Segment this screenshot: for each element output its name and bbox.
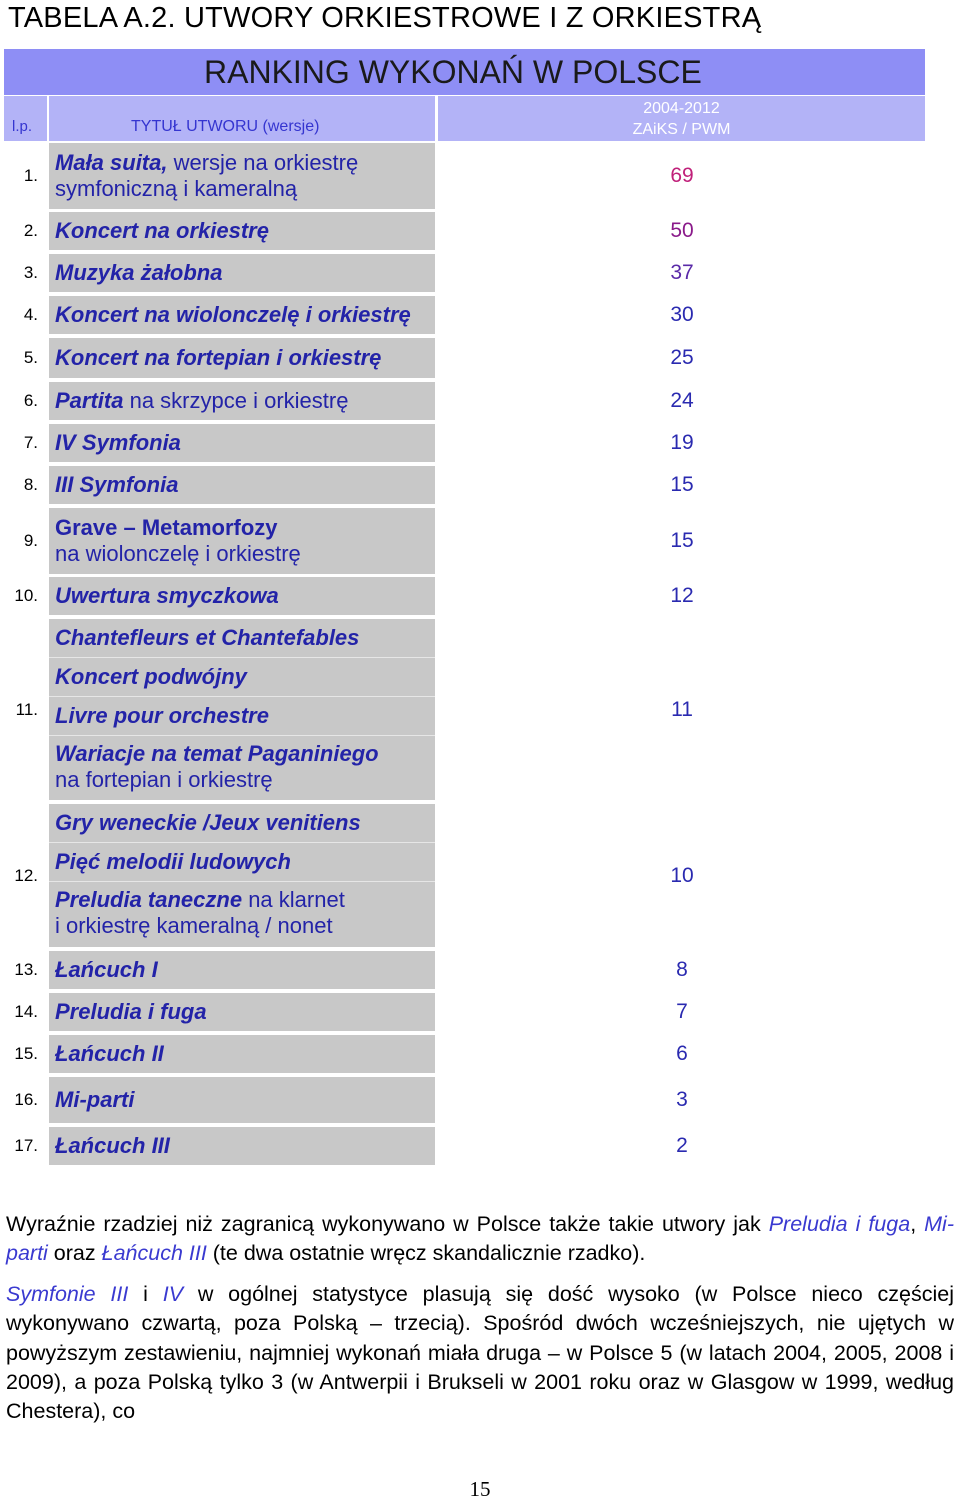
title-segment: Koncert na wiolonczelę i orkiestrę — [55, 302, 411, 327]
title-line — [55, 741, 435, 767]
work-title-cell — [49, 804, 435, 947]
performance-count: 2 — [676, 1134, 688, 1157]
header-source: ZAiKS / PWM — [632, 121, 731, 138]
ranking-banner: RANKING WYKONAŃ W POLSCE — [4, 49, 925, 95]
work-reference: Mi-parti — [6, 1212, 954, 1266]
title-line — [55, 541, 435, 567]
work-reference: Preludia i fuga — [768, 1212, 911, 1236]
paragraph-text: i — [128, 1282, 163, 1306]
row-number: 12. — [14, 865, 38, 885]
work-title-subitem — [55, 736, 435, 798]
row-number: 16. — [14, 1090, 38, 1109]
row-number: 4. — [23, 305, 38, 324]
title-segment: na fortepian i orkiestrę — [55, 767, 273, 792]
title-segment: Łańcuch II — [55, 1041, 164, 1066]
work-title-cell — [49, 1127, 435, 1165]
title-line — [55, 388, 435, 414]
page-number: 15 — [469, 1477, 491, 1501]
paragraph-1 — [6, 1210, 954, 1269]
title-line — [55, 150, 435, 176]
title-segment: Wariacje na temat Paganiniego — [55, 741, 379, 766]
title-segment: Chantefleurs et Chantefables — [55, 625, 360, 650]
title-segment: Mi-parti — [55, 1087, 135, 1112]
performance-count: 3 — [676, 1088, 688, 1111]
work-title-cell — [49, 619, 435, 800]
performance-count: 37 — [670, 261, 694, 284]
performance-count: 24 — [670, 389, 694, 412]
title-line — [55, 472, 435, 498]
title-segment: wersje na orkiestrę — [167, 150, 359, 175]
performance-count: 11 — [671, 697, 693, 721]
title-segment: Livre pour orchestre — [55, 703, 269, 728]
document-title: TABELA A.2. UTWORY ORKIESTROWE I Z ORKIESTRĄ — [8, 2, 762, 34]
work-title-cell — [49, 508, 435, 574]
title-line — [55, 913, 435, 939]
title-line — [55, 767, 435, 793]
performance-count: 15 — [670, 529, 694, 552]
work-title-subitem — [55, 619, 435, 657]
title-segment: III Symfonia — [55, 472, 179, 497]
performance-count: 50 — [670, 219, 694, 242]
title-segment: Preludia taneczne — [55, 887, 243, 912]
work-title-subitem — [55, 697, 435, 735]
paragraph-text: , — [910, 1212, 925, 1236]
work-reference: Symfonie III — [6, 1282, 129, 1306]
title-line — [55, 887, 435, 913]
title-segment: Uwertura smyczkowa — [55, 583, 279, 608]
work-reference: Łańcuch III — [101, 1241, 207, 1266]
title-line — [55, 302, 435, 328]
paragraph-text: Wyraźnie rzadziej niż zagranicą wykonywano w Polsce także takie utwory jak — [6, 1212, 769, 1236]
work-title-cell — [49, 951, 435, 989]
header-period-years: 2004-2012 — [643, 100, 720, 117]
title-segment: Gry weneckie /Jeux venitiens — [55, 810, 361, 835]
row-number: 8. — [23, 475, 38, 494]
performance-count: 8 — [676, 958, 688, 981]
row-number: 10. — [14, 586, 38, 605]
title-segment: na skrzypce i orkiestrę — [123, 388, 349, 413]
header-title: TYTUŁ UTWORU (wersje) — [49, 96, 435, 141]
row-number: 5. — [23, 348, 38, 367]
performance-count: 30 — [670, 303, 694, 326]
paragraph-text: oraz — [47, 1241, 102, 1266]
row-number: 6. — [23, 391, 38, 410]
title-line — [55, 430, 435, 456]
paragraph-text: (te dwa ostatnie wręcz skandalicznie rzadko). — [206, 1241, 646, 1266]
title-segment: Koncert na fortepian i orkiestrę — [55, 345, 382, 370]
title-segment: Preludia i fuga — [55, 999, 207, 1024]
title-segment: na wiolonczelę i orkiestrę — [55, 541, 301, 566]
work-title-cell — [49, 212, 435, 250]
title-segment: Koncert podwójny — [55, 664, 247, 689]
work-title-cell — [49, 254, 435, 292]
work-title-cell — [49, 143, 435, 209]
performance-count: 10 — [670, 863, 694, 887]
performance-count: 6 — [676, 1042, 688, 1065]
row-number: 13. — [14, 960, 38, 979]
title-segment: i orkiestrę kameralną / nonet — [55, 913, 333, 938]
title-line — [55, 218, 435, 244]
work-title-cell — [49, 993, 435, 1031]
paragraph-2 — [6, 1280, 954, 1426]
work-title-cell — [49, 424, 435, 462]
title-segment: Łańcuch I — [55, 957, 158, 982]
work-title-subitem — [55, 804, 435, 842]
title-segment: symfoniczną i kameralną — [55, 176, 298, 201]
title-line — [55, 1041, 435, 1067]
performance-count: 69 — [670, 164, 694, 187]
work-title-subitem — [55, 882, 435, 944]
title-line — [55, 664, 435, 690]
title-line — [55, 703, 435, 729]
title-line — [55, 957, 435, 983]
row-number: 2. — [23, 221, 38, 240]
title-segment: Partita — [55, 388, 124, 413]
title-line — [55, 345, 435, 371]
title-segment: Grave – Metamorfozy — [55, 515, 278, 540]
title-line — [55, 625, 435, 651]
title-segment: Łańcuch III — [55, 1133, 170, 1158]
title-line — [55, 583, 435, 609]
title-segment: Koncert na orkiestrę — [55, 218, 269, 243]
row-number: 1. — [23, 166, 38, 185]
row-number: 14. — [14, 1002, 38, 1021]
work-title-cell — [49, 1077, 435, 1123]
work-title-subitem — [55, 658, 435, 696]
header-lp: l.p. — [4, 96, 47, 141]
work-title-cell — [49, 338, 435, 378]
performance-count: 19 — [670, 431, 694, 454]
performance-count: 15 — [670, 473, 694, 496]
row-number: 17. — [14, 1136, 38, 1155]
row-number: 15. — [14, 1044, 38, 1063]
work-title-cell — [49, 296, 435, 334]
title-segment: Mała suita, — [55, 150, 168, 175]
performance-count: 25 — [670, 346, 694, 369]
title-line — [55, 1133, 435, 1159]
performance-count: 7 — [676, 1000, 688, 1023]
work-reference: IV — [162, 1282, 184, 1306]
row-number: 3. — [23, 263, 38, 282]
title-segment: Pięć melodii ludowych — [55, 849, 291, 874]
title-segment: na klarnet — [242, 887, 345, 912]
work-title-cell — [49, 466, 435, 504]
row-number: 9. — [23, 531, 38, 550]
title-line — [55, 176, 435, 202]
work-title-cell — [49, 1035, 435, 1073]
title-line — [55, 515, 435, 541]
title-line — [55, 849, 435, 875]
title-segment: IV Symfonia — [55, 430, 181, 455]
header-period — [438, 96, 925, 141]
paragraph-text: w ogólnej statystyce plasują się dość wysoko (w Polsce nieco częściej wykonywano czwartą, poza Polską – trzecią). Spośród dwóch wcześniejszych, nie ujętych w powyższym zestawieniu, najmniej wykonań miała druga – w Polsce 5 (w latach 2004, 2005, 2008 i 2009), a poza Polską tylko 3 (w Antwerpii i Brukseli w 2001 roku oraz w Glasgow w 1999, według Chestera), co — [6, 1282, 955, 1424]
title-line — [55, 1087, 435, 1113]
performance-count: 12 — [670, 584, 694, 607]
title-line — [55, 999, 435, 1025]
row-number: 7. — [23, 433, 38, 452]
work-title-subitem — [55, 843, 435, 881]
work-title-cell — [49, 577, 435, 615]
title-segment: Muzyka żałobna — [55, 260, 223, 285]
work-title-cell — [49, 382, 435, 420]
title-line — [55, 810, 435, 836]
row-number: 11. — [15, 699, 38, 719]
title-line — [55, 260, 435, 286]
